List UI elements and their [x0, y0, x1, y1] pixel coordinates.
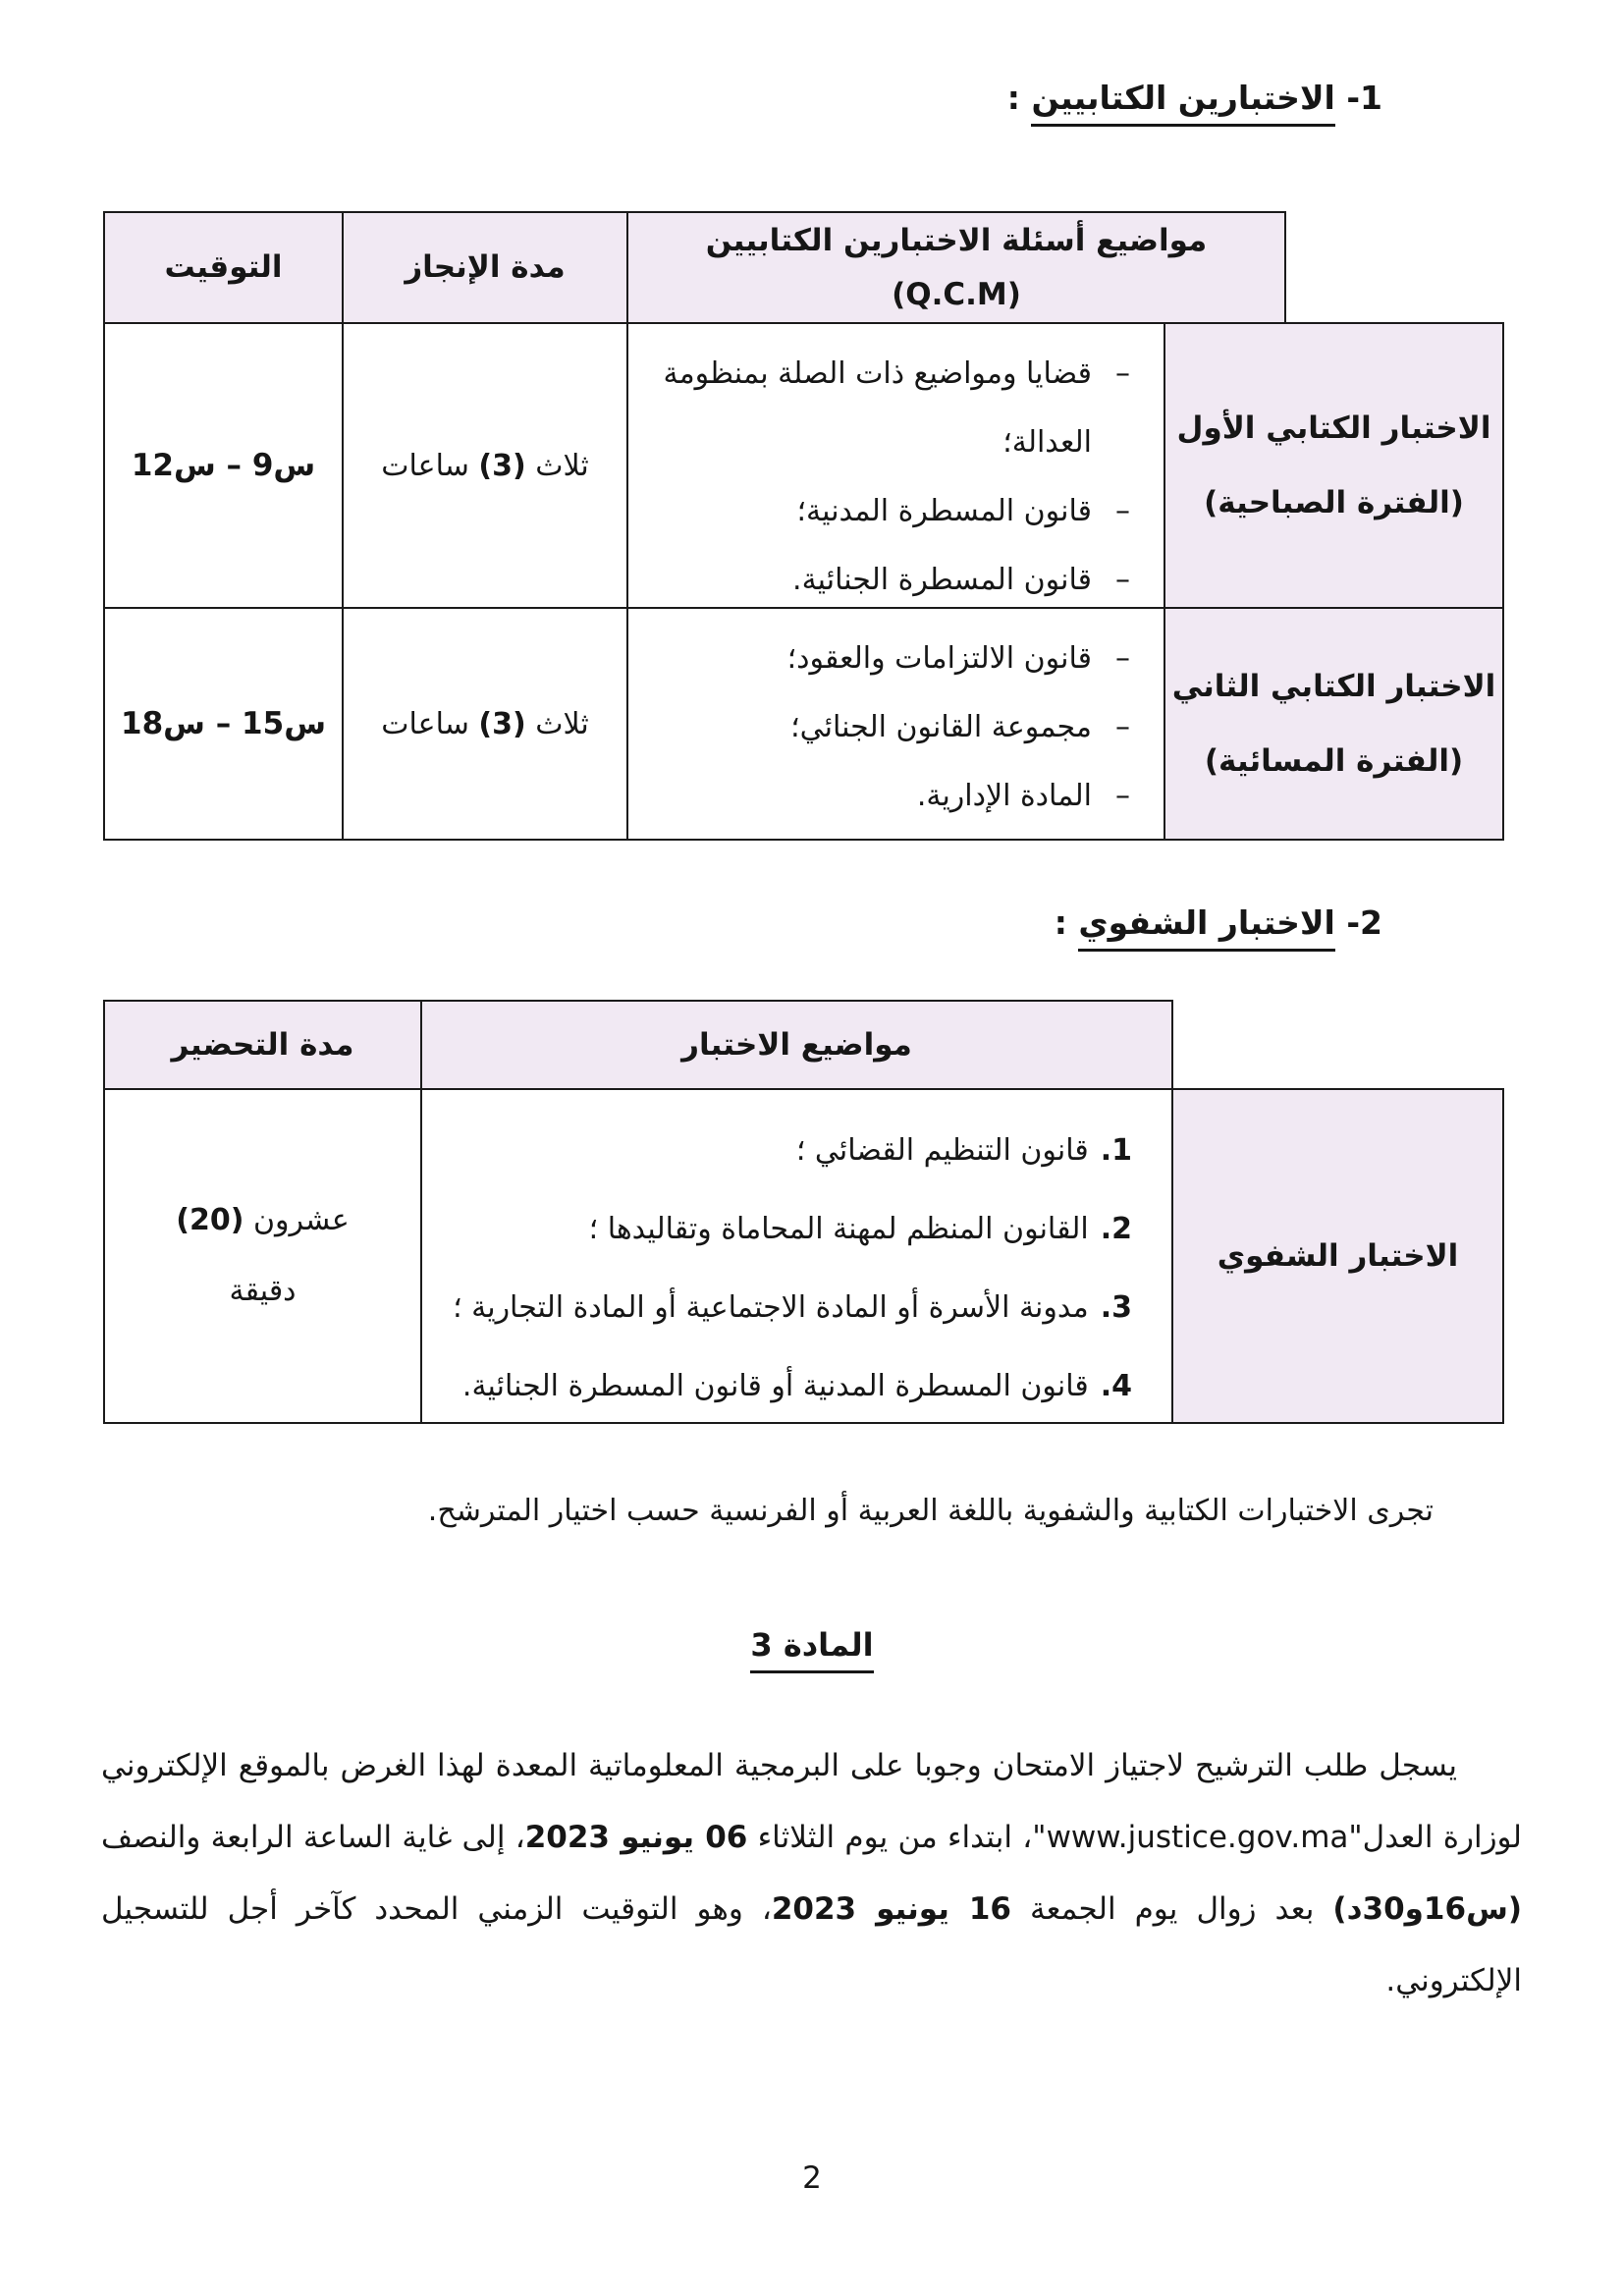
- topic-text: القانون المنظم لمهنة المحاماة وتقاليدها ؛: [588, 1212, 1089, 1246]
- registration-text: بعد زوال يوم الجمعة: [1010, 1891, 1333, 1927]
- item-number: 2.: [1100, 1212, 1132, 1246]
- topic-text: قانون التنظيم القضائي ؛: [795, 1133, 1089, 1168]
- timing-value: س9 – س12: [131, 448, 316, 483]
- registration-text: "، ابتداء من يوم الثلاثاء: [747, 1820, 1047, 1855]
- article-3-heading: [0, 1626, 1624, 1664]
- registration-text: ، إلى غاية الساعة الرابعة والنصف: [101, 1820, 525, 1855]
- table1-row2-topics: [626, 607, 1165, 841]
- dash-bullet: –: [1115, 356, 1130, 391]
- table1-header-duration: [342, 211, 628, 324]
- registration-text: يسجل طلب الترشيح لاجتياز الامتحان وجوبا على البرمجية المعلوماتية المعدة لهذا الغرض بالموقع الإلكتروني لوزارة العدل": [101, 1748, 1523, 1855]
- exam2-title: الاختبار الكتابي الثاني: [1171, 669, 1496, 704]
- section-1-heading: [1007, 79, 1382, 117]
- topic-text: قانون الالتزامات والعقود؛: [786, 641, 1092, 676]
- oral-topic-item: [434, 1190, 1132, 1269]
- dash-bullet: –: [1115, 494, 1130, 528]
- table1-header-topics: [626, 211, 1286, 324]
- prep-number: (20): [176, 1203, 244, 1237]
- table1-header-timing: [103, 211, 344, 324]
- topic-item: [640, 477, 1130, 546]
- table2-row-prep-duration: [103, 1088, 422, 1424]
- exam1-title: الاختبار الكتابي الأول: [1176, 410, 1491, 446]
- deadline-time: (س16و30د): [1332, 1891, 1523, 1927]
- topic-text: مدونة الأسرة أو المادة الاجتماعية أو المادة التجارية ؛: [453, 1290, 1089, 1325]
- item-number: 3.: [1100, 1290, 1132, 1325]
- table2-header-topics-label: مواضيع الاختبار: [681, 1026, 912, 1063]
- table1-row2-timing: [103, 607, 344, 841]
- section-1-number: 1-: [1334, 79, 1382, 117]
- oral-topic-item: [434, 1347, 1132, 1426]
- item-number: 4.: [1100, 1369, 1132, 1403]
- oral-exam-label: الاختبار الشفوي: [1217, 1238, 1459, 1274]
- section-2-colon: :: [1054, 903, 1079, 942]
- article-3-title: المادة 3: [750, 1626, 873, 1673]
- table1-row1-timing: [103, 322, 344, 609]
- section-2-title: الاختبار الشفوي: [1078, 903, 1334, 952]
- start-date: 06 يونيو 2023: [524, 1820, 748, 1855]
- timing-value: س15 – س18: [121, 706, 326, 741]
- topic-text: قانون المسطرة الجنائية.: [792, 563, 1092, 597]
- oral-topic-item: [434, 1269, 1132, 1347]
- table2-row-exam-name: [1171, 1088, 1504, 1424]
- section-1-title: الاختبارين الكتابيين: [1031, 79, 1334, 127]
- topic-item: [640, 693, 1130, 762]
- table2-header-topics: [420, 1000, 1173, 1090]
- table2-header-prep-label: مدة التحضير: [171, 1026, 354, 1063]
- registration-text: ، وهو التوقيت الزمني المحدد كآخر أجل للتسجيل الإلكتروني.: [101, 1891, 1522, 1998]
- topic-text: قانون المسطرة المدنية؛: [796, 494, 1092, 528]
- dash-bullet: –: [1115, 641, 1130, 676]
- duration-number: (3): [478, 706, 526, 741]
- table1-row1-topics: [626, 322, 1165, 609]
- dash-bullet: –: [1115, 779, 1130, 813]
- table1-header-duration-label: مدة الإنجاز: [405, 249, 566, 285]
- duration-value: [381, 449, 588, 483]
- section-2-number: 2-: [1334, 903, 1382, 942]
- table1-row1-duration: [342, 322, 628, 609]
- topic-item: [640, 340, 1130, 477]
- prep-word: عشرون: [244, 1203, 350, 1237]
- deadline-date: 16 يونيو 2023: [771, 1891, 1011, 1927]
- dash-bullet: –: [1115, 710, 1130, 744]
- table1-row1-exam-name: [1164, 322, 1504, 609]
- topic-text: مجموعة القانون الجنائي؛: [790, 710, 1092, 744]
- table2-row-topics: [420, 1088, 1173, 1424]
- oral-topic-item: [434, 1112, 1132, 1190]
- page-number: 2: [802, 2160, 822, 2196]
- dash-bullet: –: [1115, 563, 1130, 597]
- duration-number: (3): [478, 448, 526, 483]
- duration-word: ثلاث: [525, 706, 589, 741]
- section-2-heading: [1055, 903, 1382, 942]
- table1-row2-exam-name: [1164, 607, 1504, 841]
- language-note: تجرى الاختبارات الكتابية والشفوية باللغة العربية أو الفرنسية حسب اختيار المترشح.: [427, 1494, 1434, 1528]
- topic-item: [640, 625, 1130, 693]
- exam1-period: (الفترة الصباحية): [1204, 485, 1464, 520]
- table2-header-prep: [103, 1000, 422, 1090]
- table1-header-timing-label: التوقيت: [164, 249, 283, 285]
- item-number: 1.: [1100, 1133, 1132, 1168]
- table1-header-topics-line1: مواضيع أسئلة الاختبارين الكتابيين: [705, 222, 1208, 258]
- exam2-period: (الفترة المسائية): [1204, 743, 1464, 779]
- topic-item: [640, 762, 1130, 831]
- justice-website-url: www.justice.gov.ma: [1046, 1820, 1349, 1855]
- registration-paragraph: [101, 1730, 1522, 2017]
- topic-text: المادة الإدارية.: [916, 779, 1092, 813]
- duration-word: ثلاث: [525, 448, 589, 483]
- prep-unit: دقيقة: [229, 1274, 297, 1308]
- duration-unit: ساعات: [381, 706, 479, 741]
- topic-item: [640, 546, 1130, 615]
- duration-value: [381, 707, 588, 741]
- section-1-colon: :: [1006, 79, 1032, 117]
- table1-row2-duration: [342, 607, 628, 841]
- topic-text: قانون المسطرة المدنية أو قانون المسطرة الجنائية.: [461, 1369, 1089, 1403]
- prep-duration-line1: [176, 1185, 349, 1256]
- table1-header-topics-line2: (Q.C.M): [892, 276, 1021, 312]
- topic-text: قضايا ومواضيع ذات الصلة بمنظومة العدالة؛: [663, 356, 1092, 460]
- duration-unit: ساعات: [381, 448, 479, 483]
